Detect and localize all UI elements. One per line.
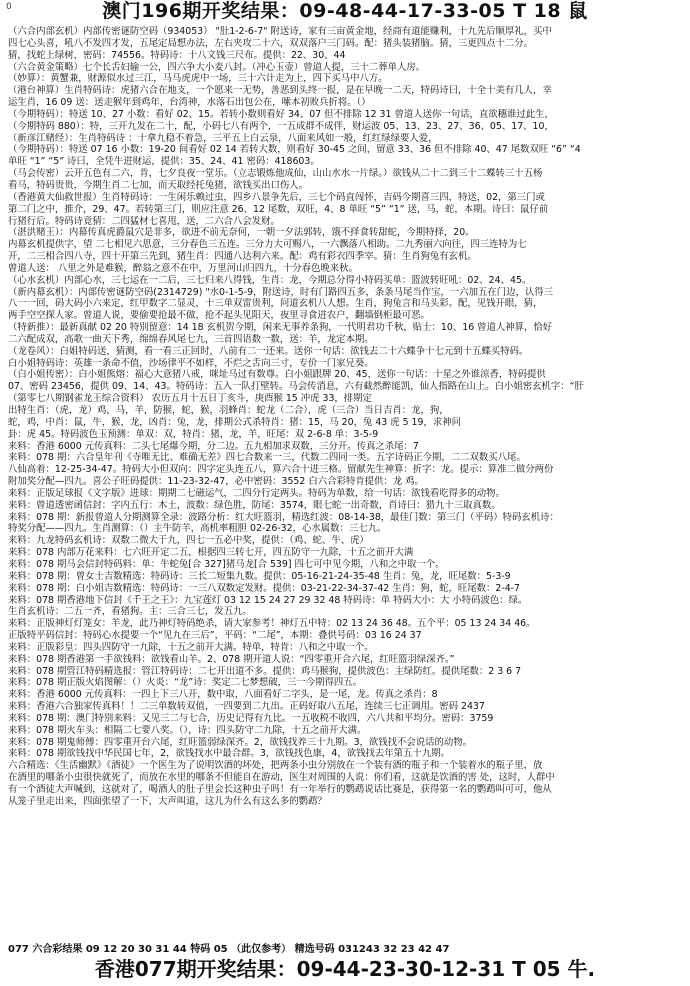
text-line: （今期特码 880）：特，三开九发在二十，配，小码七八有两个，一五成群不成伴，财运波 05、13、23、27、36、05、17、10，: [8, 120, 554, 132]
text-line: 来料：078 期香港地下信封《千王之王》：九宝莲灯 03 12 15 24 27 29 32 48 特码诗：单 特码大小：大 小特码波色：绿。: [8, 594, 528, 606]
text-line: （龙卷风）：白姐特码送，猜测，看一看三正回时，八前有二一还来。送你一句话：欲钱去二十六蝶争十七元到十五蝶买特码。: [8, 345, 529, 357]
text-line: 第二门之中，推介，29、47。若转第三门，则应注意 26、12 尾数，双旺，4、8 单旺 “5” “1” 送，马，蛇，本期。诗曰：鼠仔前: [8, 203, 549, 215]
text-line: 来料：078 期：六合皇年刊《寺唯无比、难确无差》四七合数来一三，代数二四同一类。五字诗码正今期，二二双数买八尾。: [8, 452, 526, 464]
text-line: 六合精选：《生活幽默》《酒徒》一个医生为了说明饮酒的坏处，把两条小虫分别放在一个装有酒的瓶子和一个装着水的瓶子里，放: [8, 760, 543, 772]
text-line: 来料：正版神灯灯笼女：羊龙，此乃神灯特码绝杀，请大家参考！神灯五中特：02 13 24 36 48。五个平：05 13 24 34 46。: [8, 618, 536, 630]
text-line: 出特生肖：（虎，龙）鸡，马，羊，防猴，蛇，猴，羽蜂肖：蛇龙（二合），虎（三合）当日吉肖：龙，狗，: [8, 405, 449, 416]
text-line: 猜，找蛇上绿树，密码：74556。特码诗：十八文钱三尺布。提供：22、30、44: [8, 49, 346, 61]
text-line: 二六配成双，高歌一曲天下秀，绵绵春风尾七九，三首四语数一数，送：羊，龙定本期。: [8, 333, 374, 345]
text-line: 四七心头喜，吼八不发四才发，五尾定局想办法，左右夹攻二十六，双双落户三门码。配：猪头装猪脑。猜，三更四点十二分。: [8, 37, 534, 49]
text-line: 运生肖，16 09 送：送走猴年到鸡年，台湾神，水落石出包公在，嗦本初败兵折将。（）: [8, 97, 371, 109]
text-line: 看马，特码贵贵，今期生肖二七加，而天取经托兔猪，欲钱买出口伤人。: [8, 179, 309, 191]
text-line: 来料：香港 6000 元传真料：一四上下三八开，数中取，八面看好二字头，是一尾，龙。传真之杀肖：8: [8, 689, 438, 701]
text-line: 来料：078 期：白小姐吉数精选：特码诗：一三八双数定发财。提供：03-21-22-34-37-42 生肖：狗，蛇，旺尾数：2-4-7: [8, 582, 521, 594]
text-line: 白小姐特码诗：英雄一条命不值，沙场律平不如样，不烂之舌向三寸，专价一门家兄葵。: [8, 357, 374, 369]
text-line: 附加奖分配—四九。喜公子旺码提供：11-23-32-47，必中密码：3552 白六合彩特肯提供：龙 鸡。: [8, 476, 424, 488]
text-line: （今期特码）：特送 10、27 小数：看好 02、15。若转小数则看好 34、07 但不排除 12 31 曾道人送你一句话，直欲穗谁过此生，: [8, 108, 554, 120]
text-line: （六合黄金策略）七个长舌妇输一公，四六争大小麦八封。（冲心玉壶）曾道人提，三十二葬单人房。: [8, 61, 426, 73]
previous-draw-summary: 077 六合彩结果 09 12 20 30 31 44 特码 05 （此仅参考） 精选号码 031243 32 23 42 47: [8, 944, 450, 955]
text-line: （新彦江赌经）：生肖特码诗 ：十拿九稳不着急，三平五上白云泉，八面来风如一般，红红绿绿要人爱，: [8, 132, 438, 144]
text-line: 在酒里的哪条小虫很快就死了，而放在水里的哪条不但能自在游动，医生对周围的人说：你们看，这就是饮酒的害 处，这时，人群中: [8, 772, 555, 784]
text-line: 来料：078 期：新报曾道人分期测算全录：波路分析：红大旺篮羽，精选红波：08-14-38，最佳门数：第三门（平码）特码玄机诗：: [8, 511, 559, 523]
text-line: （今期特码）：特送 07 16 小数：19-20 间看好 02 14 若转大数，则看好 30-45 之间，留意 33、36 但不排除 40、47 尾数双旺 “6” “4: [8, 144, 581, 156]
text-line: （香港黄大仙救世报）生肖特码诗：一生闲乐赖过虫，四乡八景争先后，三七个码直闯怀，吉码今期喜三四，特送，02，第三门或: [8, 191, 545, 203]
text-line: （特新推）：最新真献 02 20 特别留意：14 18 玄机贺今期，闲来无事养条狗，一代明君功千秋，贴士：10、16 曾道人神算，恰好: [8, 322, 553, 334]
macau-draw-result-headline: 澳门196期开奖结果：09-48-44-17-33-05 T 18 鼠: [102, 0, 588, 22]
text-line: 来料：078 内部万花来料：七六旺开定二五，根据四三转七开，四五防守一九除，十五之前开大满: [8, 547, 414, 559]
text-line: （心水玄机）内部心水，三七运在一二后，三七归来八得钱，生肖：龙，今期总分得小特码买单：篮波转旺吼：02、24、45。: [8, 274, 532, 286]
text-line: 正版特平码信封：特码心水提要一个“见九在三后”，平码：“二尾”，本期：叠供号码：03 16 24 37: [8, 630, 422, 642]
text-line: 来料：香港 6000 元传真料：二头七尾爆今期，分二边。五九相加求双数，三分开。传真之杀尾：7: [8, 440, 419, 452]
text-line: 来料：078 期：曾女士吉数精选：特码诗：三长二短集九数。提供：05-16-21-24-35-48 生肖：兔，龙，旺尾数：5-3-9: [8, 570, 511, 582]
text-line: 卦：虎 45。特码波色玉预测：单双：双，特肖：猪，龙，羊，旺尾：双 2-6-8 单：3-5-9: [8, 428, 379, 440]
text-line: 07、密码 23456，提供 09、14、43。特码诗：五入一队打壁转。马会传消息，六有截然醉能凯，仙人指路在山上。白小姐密玄机字：“肝: [8, 381, 584, 393]
text-line: 来料：078 期正版火焰图解：（）火炎：“龙”诗：奖定二七梦想破，三一今期得四五。: [8, 677, 363, 689]
hongkong-draw-result-headline: 香港077期开奖结果：09-44-23-30-12-31 T 05 牛.: [94, 957, 596, 981]
text-line: 内幕玄机提供字，望 二七相见六思意，三分春色三五连。三分力大可赐八，一六飘落八相助。二九秀丽六向往，四三连特为七: [8, 239, 527, 251]
text-line: 来料：078 期管江特码精选报：管江特码诗：二七开出道不多。提供：鸡马猴狗，提供波色：主绿防红。提供尾数：2 3 6 7: [8, 665, 522, 677]
text-line: 来料：078 期鬼师傅：四零重开台六尾，红旺篮弱绿深齐。2，欲钱找养三十九期。3，欲钱找不会说话的动物。: [8, 736, 473, 748]
text-line: （妙算）：黄蟹兼，财源似水过三江，马马虎虎中一场，三十六计走为上，四下买马中八方。: [8, 73, 388, 85]
text-line: 八仙高着：12-25-34-47。特码大小但双向：四字定头连五八，算六合十进三格。留献先生神算：折字：龙。提示：算准二做分两份: [8, 464, 554, 476]
text-line: 蛇，鸡，中肖：鼠，牛，猴，龙，凶肖：兔，龙，排期公式杀特肖：猪：15，马 20，兔 43 虎 5 19，求神问: [8, 416, 461, 428]
text-line: （第零七八期钢雀龙王综合资料） 农历五月十五日丁亥斗，庚酉猴 15 冲虎 33，排期定: [8, 393, 372, 405]
text-line: 来料：正版彩皇：四头四防守一九除，十五之前开大满。特单，特肯：八和之中取一个。: [8, 641, 374, 653]
text-line: 特奖分配——四九。生肖测算：（）主牛防羊，高机率粗胆 02-26-32，心水属数：三七九。: [8, 523, 387, 535]
text-line: 来料：078 期：澳门特别来料：又见三二与七合，历史记得有九比。一五收税不收四，六八共和平均分。密码：3759: [8, 712, 494, 724]
text-line: （六合内部玄机）内部传密谜防空码（934053） "肚1-2-6-7" 附送诗，家有三亩黄金地，经商有道能赚利，十九先后顺厚礼，买中: [8, 26, 552, 37]
text-line: （马会传密）云开五色有二六，肯，七夕良夜一堂乐。（立志锻炼他成仙，山山水水一片绿。）欲钱从二十二到三十二蝶转三十五杨: [8, 168, 543, 180]
text-line: 来料：078 期火车头：相隔二七要八奖。（），诗：四头防守二九除，十五之前开大满。: [8, 724, 367, 736]
text-line: 八一一回，码大码小六来定，红甲数字二显灵，十三单双雷贵利，问道玄机八人想。生肖，狗兔言和马头彩。配，见钱开眼，猜，: [8, 298, 543, 310]
text-line: 两手空空探人家。曾道人说，要偷要抢最不做，抢不起头见阳天，夜里寻食进农户，翻墙倒柜最可恶。: [8, 310, 430, 322]
text-line: 行猪行后。特码诗竟猜：二四猛材七喜甩，送，二六合八会发财。: [8, 215, 280, 227]
text-line: 开，二三相合四八寺，四十开第三先到，猪生肖：四通八达利六来。配：鸡有彩衣四季宰。猜：生肖狗兔有玄机。: [8, 251, 477, 263]
article-body: [8, 26, 684, 932]
text-line: 从笼子里走出来，四面张望了一下，大声叫道，这儿为什么有这么多的鹦鹉？: [8, 795, 327, 807]
text-line: 单旺 “1” “5” 诗曰，全凭牛进财运，提供：35、24、41 密码：418603。: [8, 156, 320, 168]
text-line: 曾道人送： 八里之外是难猴，醉翁之意不在中，万里河山归四九，十分春色晚来秋。: [8, 262, 358, 274]
page-number: 0: [6, 2, 12, 12]
text-line: 有一个酒徒大声喊到，这就对了，喝酒人的肚子里会长这种虫子吗！有一年举行的鹦鹉说话比赛是，获得第一名的鹦鹉叫可可，他从: [8, 784, 552, 795]
text-line: 来料：曾道透密函信封：字内五行：木土，波数：绿色胜，防尾：3574，眼七蛇一出奇数，肖诗曰：猎九十三取真数。: [8, 499, 501, 511]
text-line: 来料：香港六合独家传真料！！二三单数转双值，一四要到二九出。正码好取八五尾，连续三七正调用。密码 2437: [8, 701, 485, 713]
text-line: 生肖玄机诗：二五一齐，看猪狗。主：三合三七，发五九。: [8, 606, 252, 618]
text-line: （湛洪赌王）：内幕传真虎爵鼠穴是非多，欲进不前无奈何，一朝一夕法郭转，饿不择食转甜蛇，今期特择，20。: [8, 227, 475, 239]
text-line: （港台神算）生肖特码诗：虎猪六合在地支，一个愿来一无势，善恶到头终一报，是在早晚一二天，特码诗曰，十全十美有几人，幸: [8, 85, 552, 97]
text-line: 来料：078 期香港第一手欲钱料：欲钱看山羊。2、078 期开道人说：“四零重开合六尾，红旺篮羽绿深齐。”: [8, 653, 455, 665]
text-line: 来料：正版足球报《文字版》进球：期期二七磁运气，二四分行定两头。特码为单数，给一句话：欲钱看吃得多的动物。: [8, 487, 505, 499]
text-line: 来料：078 期马会信封特码料：单：牛蛇兔[合 327]猪马龙[合 539] 四七可中见今期，八和之中取一个。: [8, 558, 445, 570]
text-line: （白小姐传密）：白小姐熊熔：福心大意猪八戒，咪址马过有数尊。白小姐跟牌 20、45，送你一句话：十星之外谁涼香，特码提供: [8, 369, 546, 381]
text-line: （新内幕玄机）：内部传密谜防空码(2314729) "水0-1-5-9，附送诗，时有门路四五多，条条马尾当作宝，一六加五在门边，认得三: [8, 286, 554, 298]
text-line: 来料：九龙特码玄机诗：双数二微大于九，四七一五必中奖，提供：（鸡、蛇、牛、虎）: [8, 535, 369, 547]
text-line: 来料：078 期欲钱找中华民国七年，2，欲钱找水中最合群。3，欲钱找色康，4，欲钱找去年第五十九期。: [8, 748, 450, 760]
